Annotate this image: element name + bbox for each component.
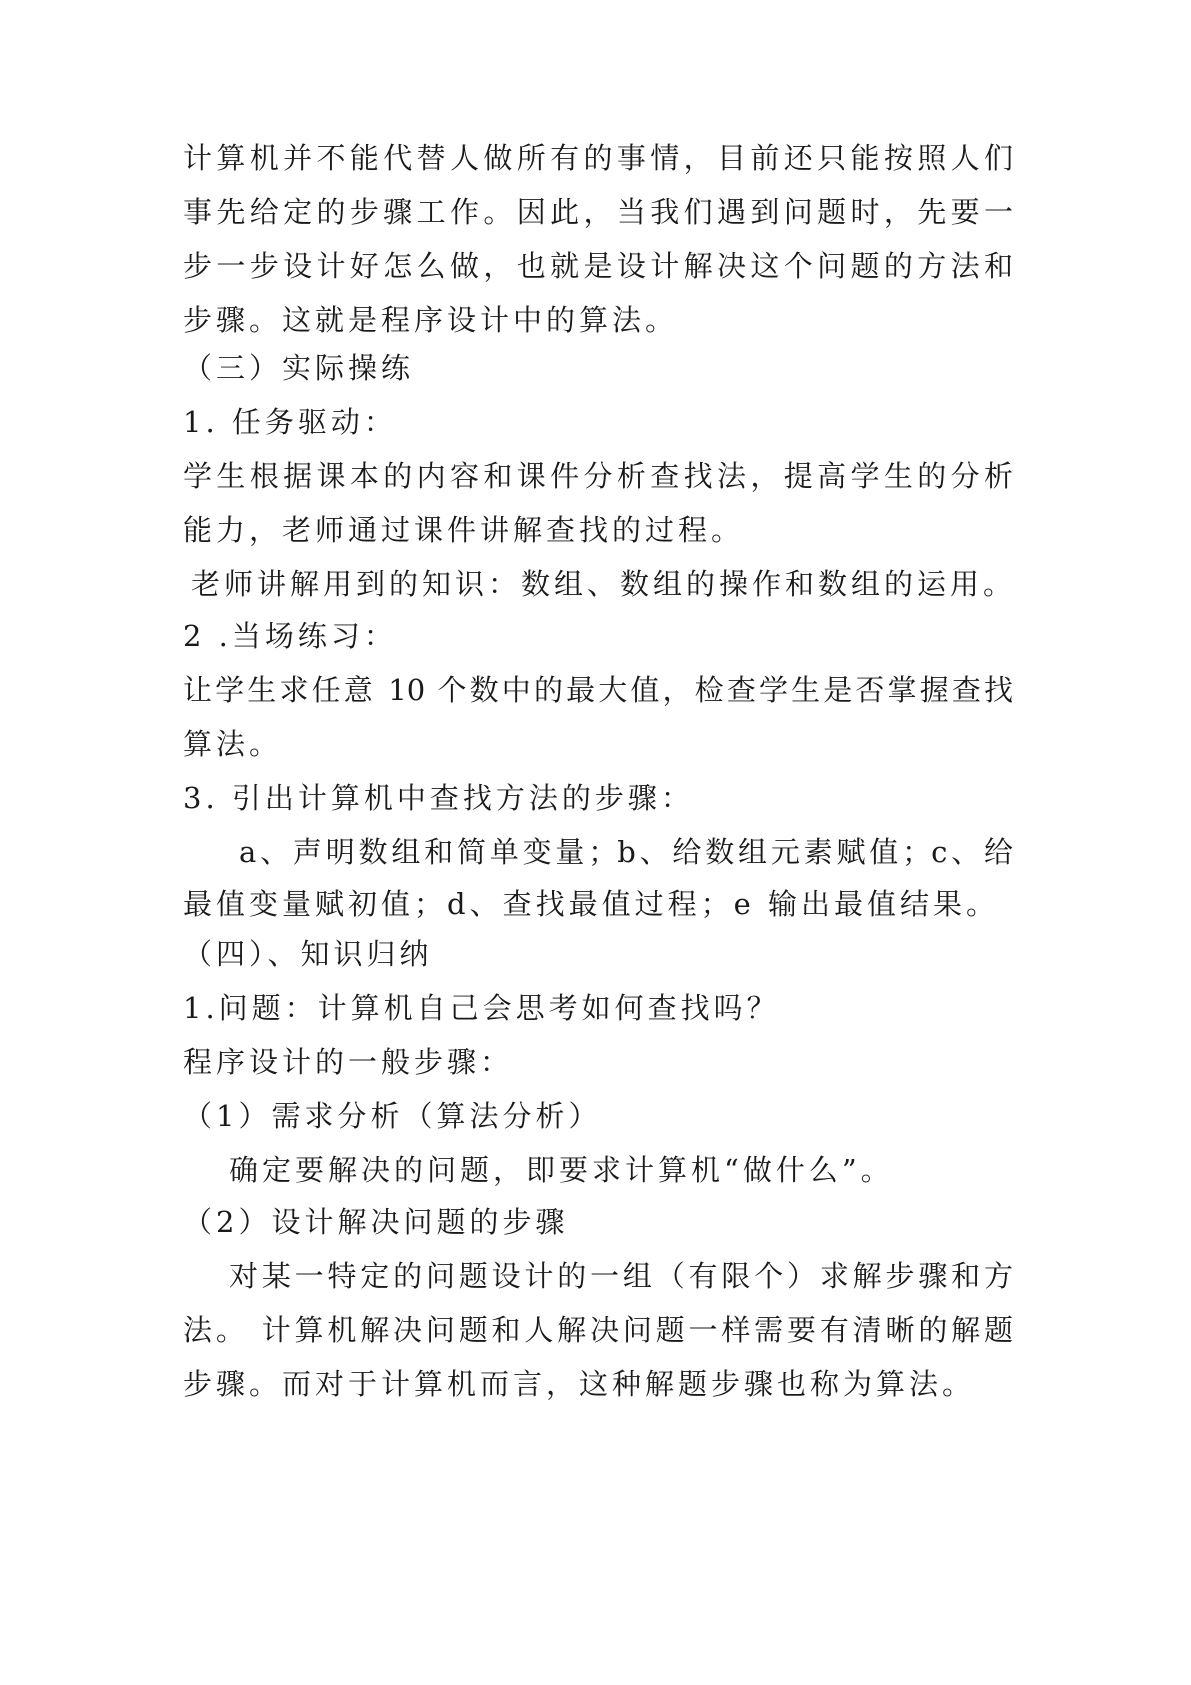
list-heading: （2）设计解决问题的步骤 bbox=[183, 1205, 569, 1239]
paragraph-line: 步一步设计好怎么做，也就是设计解决这个问题的方法和 bbox=[183, 249, 1013, 283]
list-heading: 3. 引出计算机中查找方法的步骤： bbox=[183, 781, 694, 815]
paragraph-line: 程序设计的一般步骤： bbox=[183, 1045, 514, 1079]
paragraph-line: 步骤。而对于计算机而言，这种解题步骤也称为算法。 bbox=[183, 1367, 976, 1401]
paragraph-line: 对某一特定的问题设计的一组（有限个）求解步骤和方 bbox=[229, 1259, 1013, 1293]
section-heading: （四）、知识归纳 bbox=[183, 937, 433, 971]
paragraph-line: a、声明数组和简单变量；b、给数组元素赋值；c、给 bbox=[239, 835, 1013, 869]
paragraph-line: 法。 计算机解决问题和人解决问题一样需要有清晰的解题 bbox=[183, 1313, 1013, 1347]
paragraph-line: 老师讲解用到的知识：数组、数组的操作和数组的运用。 bbox=[191, 567, 1017, 601]
paragraph-line: 步骤。这就是程序设计中的算法。 bbox=[183, 303, 679, 337]
paragraph-line: 学生根据课本的内容和课件分析查找法，提高学生的分析 bbox=[183, 459, 1013, 493]
paragraph-line: 确定要解决的问题，即要求计算机“做什么”。 bbox=[229, 1153, 894, 1187]
paragraph-line: 让学生求任意 10 个数中的最大值，检查学生是否掌握查找 bbox=[183, 673, 1013, 707]
paragraph-line: 计算机并不能代替人做所有的事情，目前还只能按照人们 bbox=[183, 141, 1013, 175]
list-heading: 2 .当场练习： bbox=[183, 619, 397, 653]
list-heading: 1. 任务驱动： bbox=[183, 405, 397, 439]
paragraph-line: 算法。 bbox=[183, 727, 283, 761]
list-heading: （1）需求分析（算法分析） bbox=[183, 1099, 602, 1133]
paragraph-line: 最值变量赋初值；d、查找最值过程；e 输出最值结果。 bbox=[183, 887, 999, 921]
paragraph-line: 能力，老师通过课件讲解查找的过程。 bbox=[183, 513, 745, 547]
section-heading: （三）实际操练 bbox=[183, 351, 415, 385]
list-heading: 1.问题：计算机自己会思考如何查找吗？ bbox=[183, 991, 780, 1025]
paragraph-line: 事先给定的步骤工作。因此，当我们遇到问题时，先要一 bbox=[183, 195, 1013, 229]
